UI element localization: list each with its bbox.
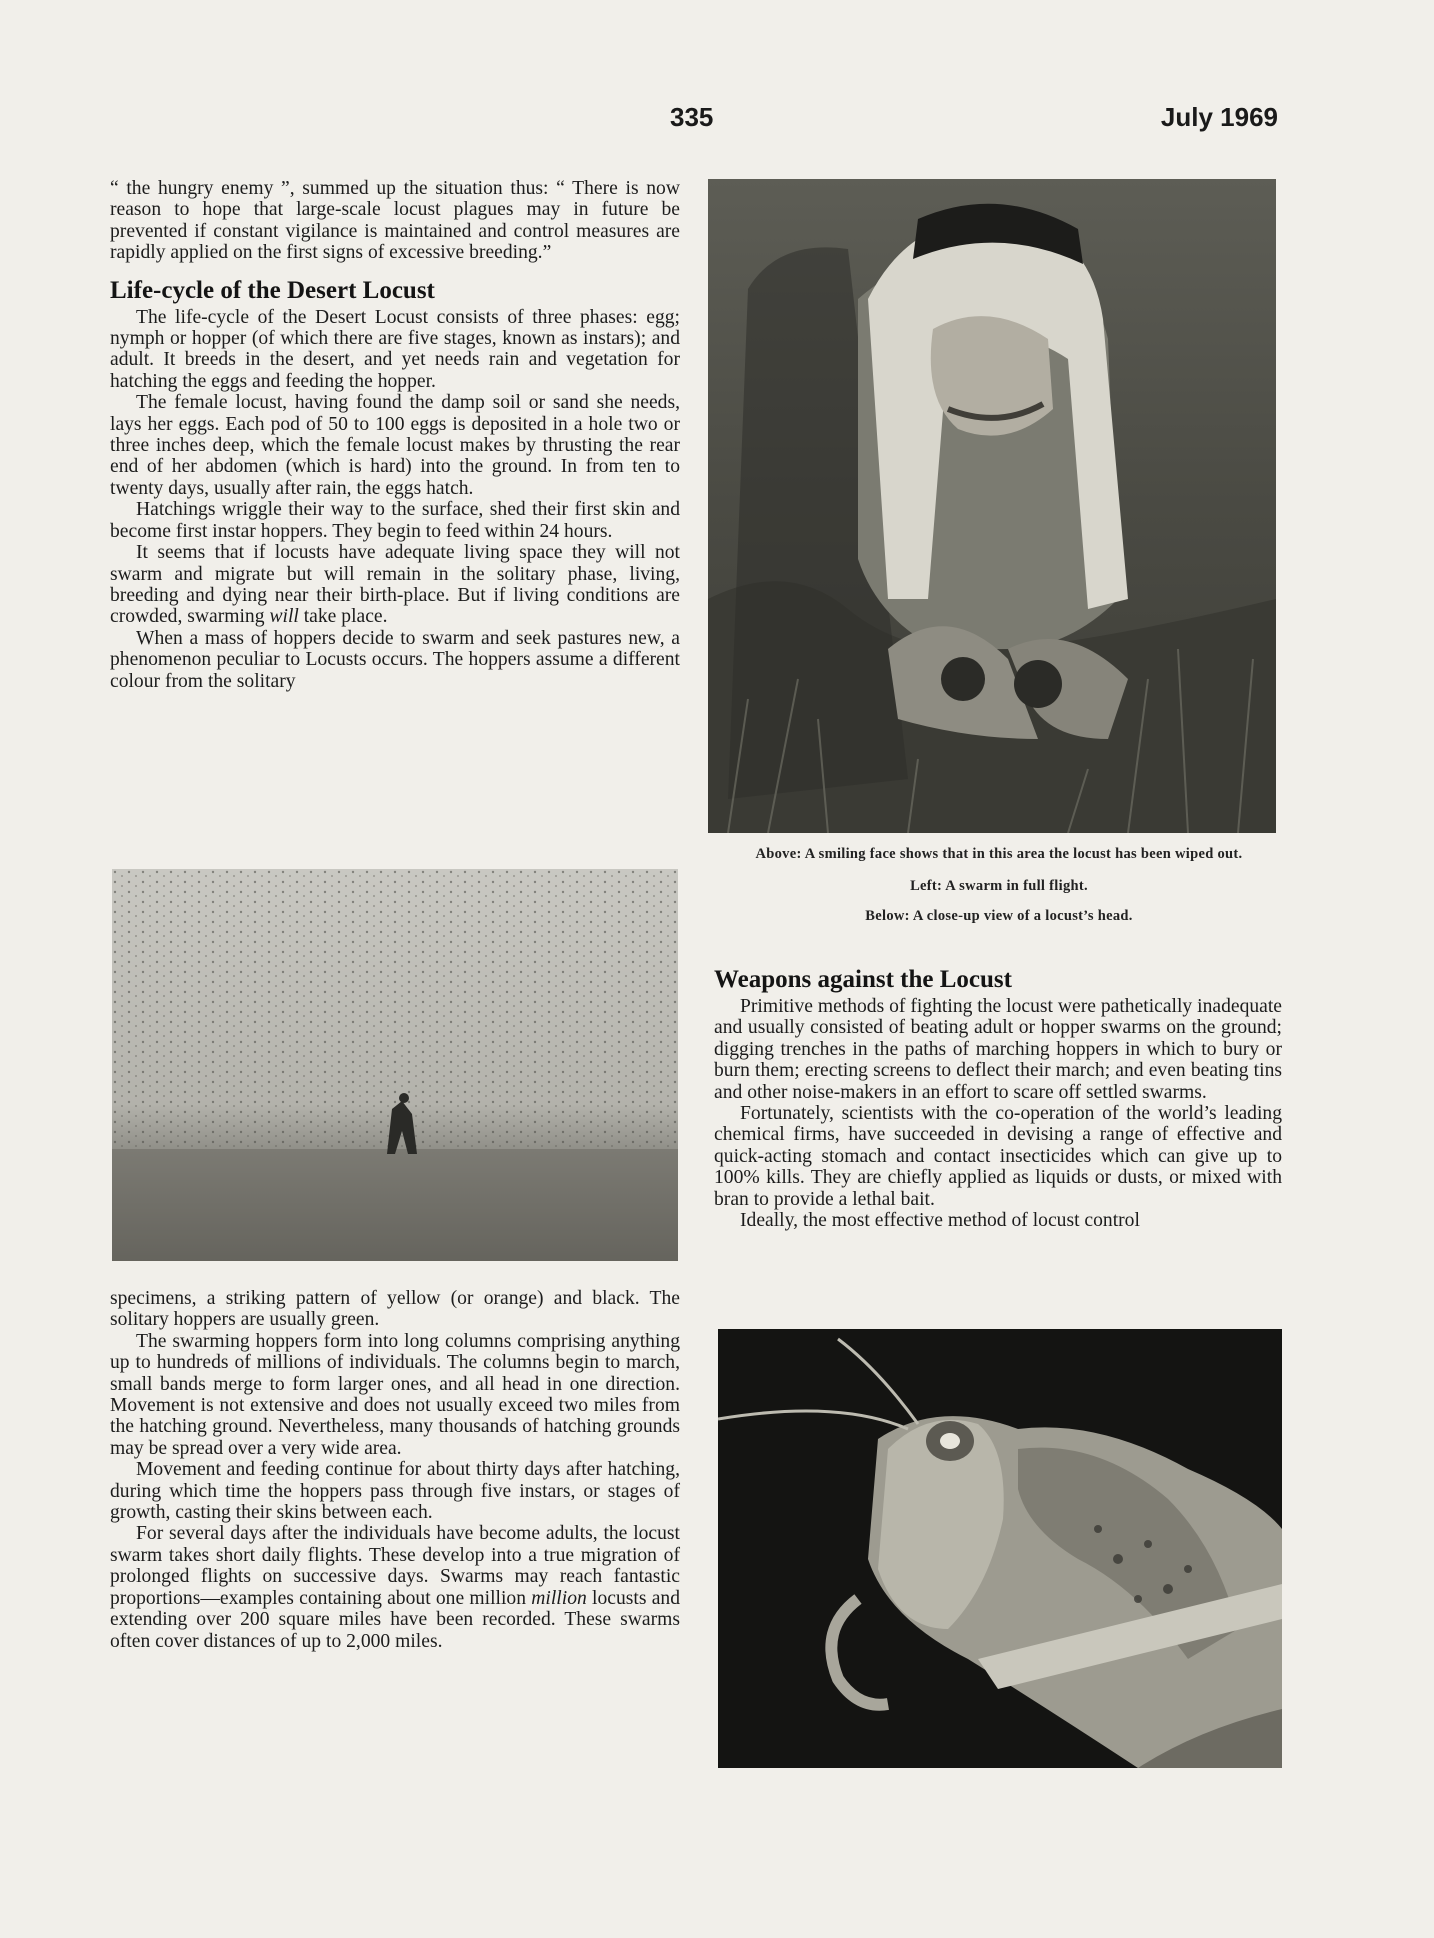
paragraph-phases: The life-cycle of the Desert Locust consists of three phases: egg; nymph or hopper (of which there are five stages, known as instars); and adult. It breeds in the desert, and yet needs rain and vegetation for hatching the eggs and feeding the hopper. <box>110 306 680 392</box>
paragraph-primitive-methods: Primitive methods of fighting the locust were pathetically inadequate and usually consisted of beating adult or hopper swarms on the ground; digging trenches in the paths of marching hoppers in which to bury or burn them; erecting screens to deflect their march; and even beating tins and other noise-makers in an effort to scare off settled swarms. <box>714 996 1282 1103</box>
paragraph-hatchings: Hatchings wriggle their way to the surface, shed their first skin and become first instar hoppers. They begin to feed within 24 hours. <box>110 499 680 542</box>
photo-locust-swarm-graphic <box>112 869 678 1261</box>
photo-locust-swarm <box>112 869 678 1261</box>
caption-above: Above: A smiling face shows that in this area the locust has been wiped out. <box>755 846 1243 862</box>
page-number: 335 <box>670 102 714 132</box>
paragraph-eggs: The female locust, having found the damp soil or sand she needs, lays her eggs. Each pod of 50 to 100 eggs is deposited in a hole two or three inches deep, which the female locust makes by thrusting the rear end of her abdomen (which is hard) into the ground. In from ten to twenty days, usually after rain, the eggs hatch. <box>110 392 680 499</box>
photo-locust-head <box>718 1329 1282 1768</box>
text-run: locusts and extending over 200 square miles have been recorded. These swarms often cover distances of up to 2,000 miles. <box>110 1587 680 1652</box>
paragraph-columns: The swarming hoppers form into long columns comprising anything up to hundreds of millions of individuals. The columns begin to march, small bands merge to form larger ones, and all head in one direction. Movement is not extensive and does not usually exceed two miles from the hatching ground. Nevertheless, many thousands of hatching grounds may be spread over a very wide area. <box>110 1330 680 1459</box>
text-run: It seems that if locusts have adequate living space they will not swarm and migrate but will remain in the solitary phase, living, breeding and dying near their birth-place. But if living conditions are crowded, swarming <box>110 542 680 628</box>
text-run: take place. <box>298 606 388 628</box>
paragraph-continuation: specimens, a striking pattern of yellow (or orange) and black. The solitary hoppers are usually green. <box>110 1288 680 1331</box>
left-column-bottom <box>110 1288 680 1652</box>
paragraph-swarming <box>110 542 680 628</box>
emphasis-million: million <box>531 1587 587 1609</box>
right-column <box>714 965 1282 1231</box>
intro-paragraph: “ the hungry enemy ”, summed up the situation thus: “ There is now reason to hope that large-scale locust plagues may in future be prevented if constant vigilance is maintained and control measures are rapidly applied on the first signs of excessive breeding.” <box>110 178 680 264</box>
paragraph-migration <box>110 1523 680 1651</box>
paragraph-instars: Movement and feeding continue for about thirty days after hatching, during which time the hoppers pass through five instars, or stages of growth, casting their skins between each. <box>110 1459 680 1524</box>
paragraph-control: Ideally, the most effective method of locust control <box>740 1210 1140 1232</box>
section-heading-life-cycle: Life-cycle of the Desert Locust <box>110 276 435 304</box>
photo-smiling-man <box>708 179 1276 833</box>
photo-captions <box>712 846 1286 938</box>
emphasis-will: will <box>269 606 299 628</box>
paragraph-colour-change: When a mass of hoppers decide to swarm and seek pastures new, a phenomenon peculiar to Locusts occurs. The hoppers assume a different colour from the solitary <box>110 627 680 692</box>
running-head <box>0 98 1434 138</box>
section-heading-weapons: Weapons against the Locust <box>714 966 1012 993</box>
paragraph-insecticides: Fortunately, scientists with the co-operation of the world’s leading chemical firms, have succeeded in devising a range of effective and quick-acting stomach and contact insecticides which can give up to 100% kills. They are chiefly applied as liquids or dusts, or mixed with bran to provide a lethal bait. <box>714 1103 1282 1210</box>
caption-below: Below: A close-up view of a locust’s head. <box>865 908 1133 924</box>
caption-left: Left: A swarm in full flight. <box>910 878 1088 894</box>
photo-smiling-man-graphic <box>708 179 1276 833</box>
photo-locust-head-graphic <box>718 1329 1282 1768</box>
text-run: For several days after the individuals have become adults, the locust swarm takes short daily flights. These develop into a true migration of prolonged flights on successive days. Swarms may reach fantastic proportions—examples containing about one million <box>110 1523 680 1609</box>
issue-date: July 1969 <box>1160 102 1278 132</box>
left-column-top <box>110 178 680 692</box>
